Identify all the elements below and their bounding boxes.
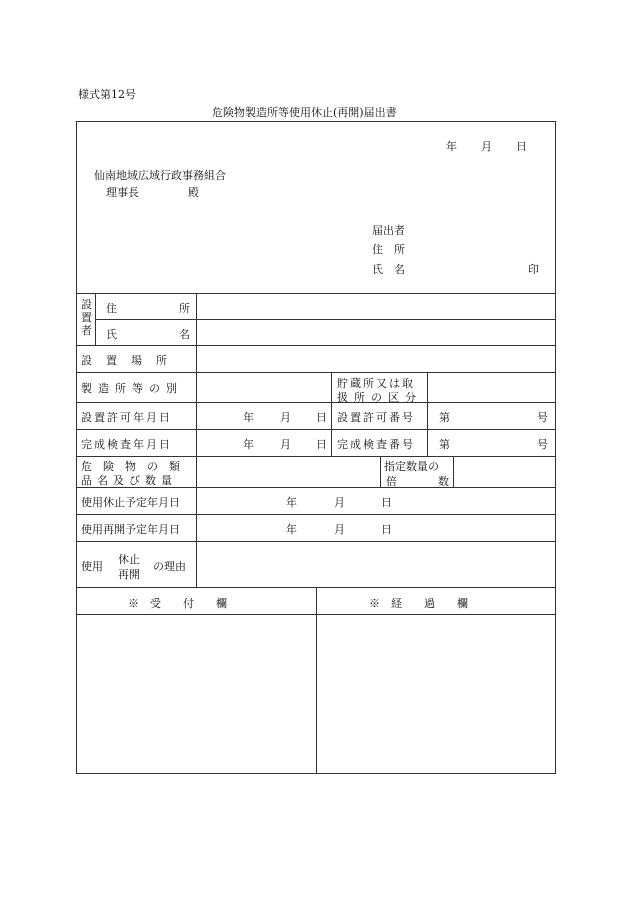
permit-month: 月 bbox=[280, 411, 291, 424]
resume-year: 年 bbox=[286, 523, 297, 536]
storage-type-label-line1: 貯蔵所又は取 bbox=[337, 377, 415, 390]
installer-address-label-b: 所 bbox=[179, 302, 190, 315]
completion-number-suffix: 号 bbox=[537, 438, 548, 451]
facility-type-label: 製造所等の別 bbox=[81, 382, 183, 395]
date-year-label: 年 bbox=[446, 140, 457, 153]
applicant-name-label: 氏 名 bbox=[372, 263, 405, 276]
divider bbox=[77, 345, 555, 346]
reason-suspend-label: 休止 bbox=[118, 553, 140, 566]
divider bbox=[380, 456, 381, 487]
divider bbox=[77, 456, 555, 457]
installer-address-label-a: 住 bbox=[106, 302, 117, 315]
completion-day: 日 bbox=[316, 438, 327, 451]
suspend-year: 年 bbox=[286, 496, 297, 509]
installer-group-label: 設置者 bbox=[81, 298, 92, 337]
permit-year: 年 bbox=[243, 411, 254, 424]
divider bbox=[331, 372, 332, 456]
permit-number-prefix: 第 bbox=[439, 411, 450, 424]
document-title: 危険物製造所等使用休止(再開)届出書 bbox=[212, 106, 397, 119]
progress-column-header: ※ 経 過 欄 bbox=[369, 597, 468, 610]
resume-day: 日 bbox=[381, 523, 392, 536]
resume-month: 月 bbox=[334, 523, 345, 536]
dangerous-goods-label-line2: 品名及び数量 bbox=[81, 474, 177, 487]
divider bbox=[77, 541, 555, 542]
divider bbox=[77, 372, 555, 373]
applicant-label: 届出者 bbox=[372, 224, 405, 237]
divider bbox=[95, 293, 96, 345]
designated-quantity-label-line1: 指定数量の bbox=[384, 460, 439, 473]
applicant-address-label: 住 所 bbox=[372, 243, 405, 256]
divider bbox=[77, 402, 555, 403]
seal-label: 印 bbox=[528, 263, 539, 276]
divider bbox=[196, 293, 197, 587]
form-number: 様式第12号 bbox=[78, 88, 136, 101]
completion-year: 年 bbox=[243, 438, 254, 451]
divider bbox=[316, 587, 317, 773]
reason-resume-label: 再開 bbox=[118, 568, 140, 581]
divider bbox=[77, 429, 555, 430]
permit-number-label: 設置許可番号 bbox=[337, 411, 415, 424]
addressee-title: 理事長 bbox=[106, 186, 139, 199]
addressee-organization: 仙南地域広域行政事務組合 bbox=[94, 169, 226, 182]
storage-type-label-line2: 扱所の区分 bbox=[337, 391, 422, 404]
permit-day: 日 bbox=[316, 411, 327, 424]
reason-suffix-label: の理由 bbox=[153, 560, 186, 573]
completion-number-prefix: 第 bbox=[439, 438, 450, 451]
permit-number-suffix: 号 bbox=[537, 411, 548, 424]
installer-name-label-a: 氏 bbox=[106, 328, 117, 341]
designated-quantity-label-line2a: 倍 bbox=[386, 475, 397, 488]
divider bbox=[95, 319, 555, 320]
divider bbox=[453, 456, 454, 487]
completion-month: 月 bbox=[280, 438, 291, 451]
permit-date-label: 設置許可年月日 bbox=[81, 411, 172, 424]
suspend-month: 月 bbox=[334, 496, 345, 509]
dangerous-goods-label-line1: 危険物の類 bbox=[81, 460, 191, 473]
resume-date-label: 使用再開予定年月日 bbox=[81, 523, 180, 536]
date-month-label: 月 bbox=[481, 140, 492, 153]
reception-column-header: ※ 受 付 欄 bbox=[128, 597, 227, 610]
designated-quantity-label-line2b: 数 bbox=[438, 475, 449, 488]
divider bbox=[427, 372, 428, 456]
divider bbox=[77, 293, 555, 294]
addressee-honorific: 殿 bbox=[188, 186, 199, 199]
suspend-day: 日 bbox=[381, 496, 392, 509]
date-day-label: 日 bbox=[516, 140, 527, 153]
completion-number-label: 完成検査番号 bbox=[337, 438, 415, 451]
suspend-date-label: 使用休止予定年月日 bbox=[81, 496, 180, 509]
installer-name-label-b: 名 bbox=[179, 328, 190, 341]
reason-use-label: 使用 bbox=[81, 560, 103, 573]
install-location-label: 設置場所 bbox=[81, 354, 181, 367]
completion-date-label: 完成検査年月日 bbox=[81, 438, 172, 451]
divider bbox=[77, 514, 555, 515]
